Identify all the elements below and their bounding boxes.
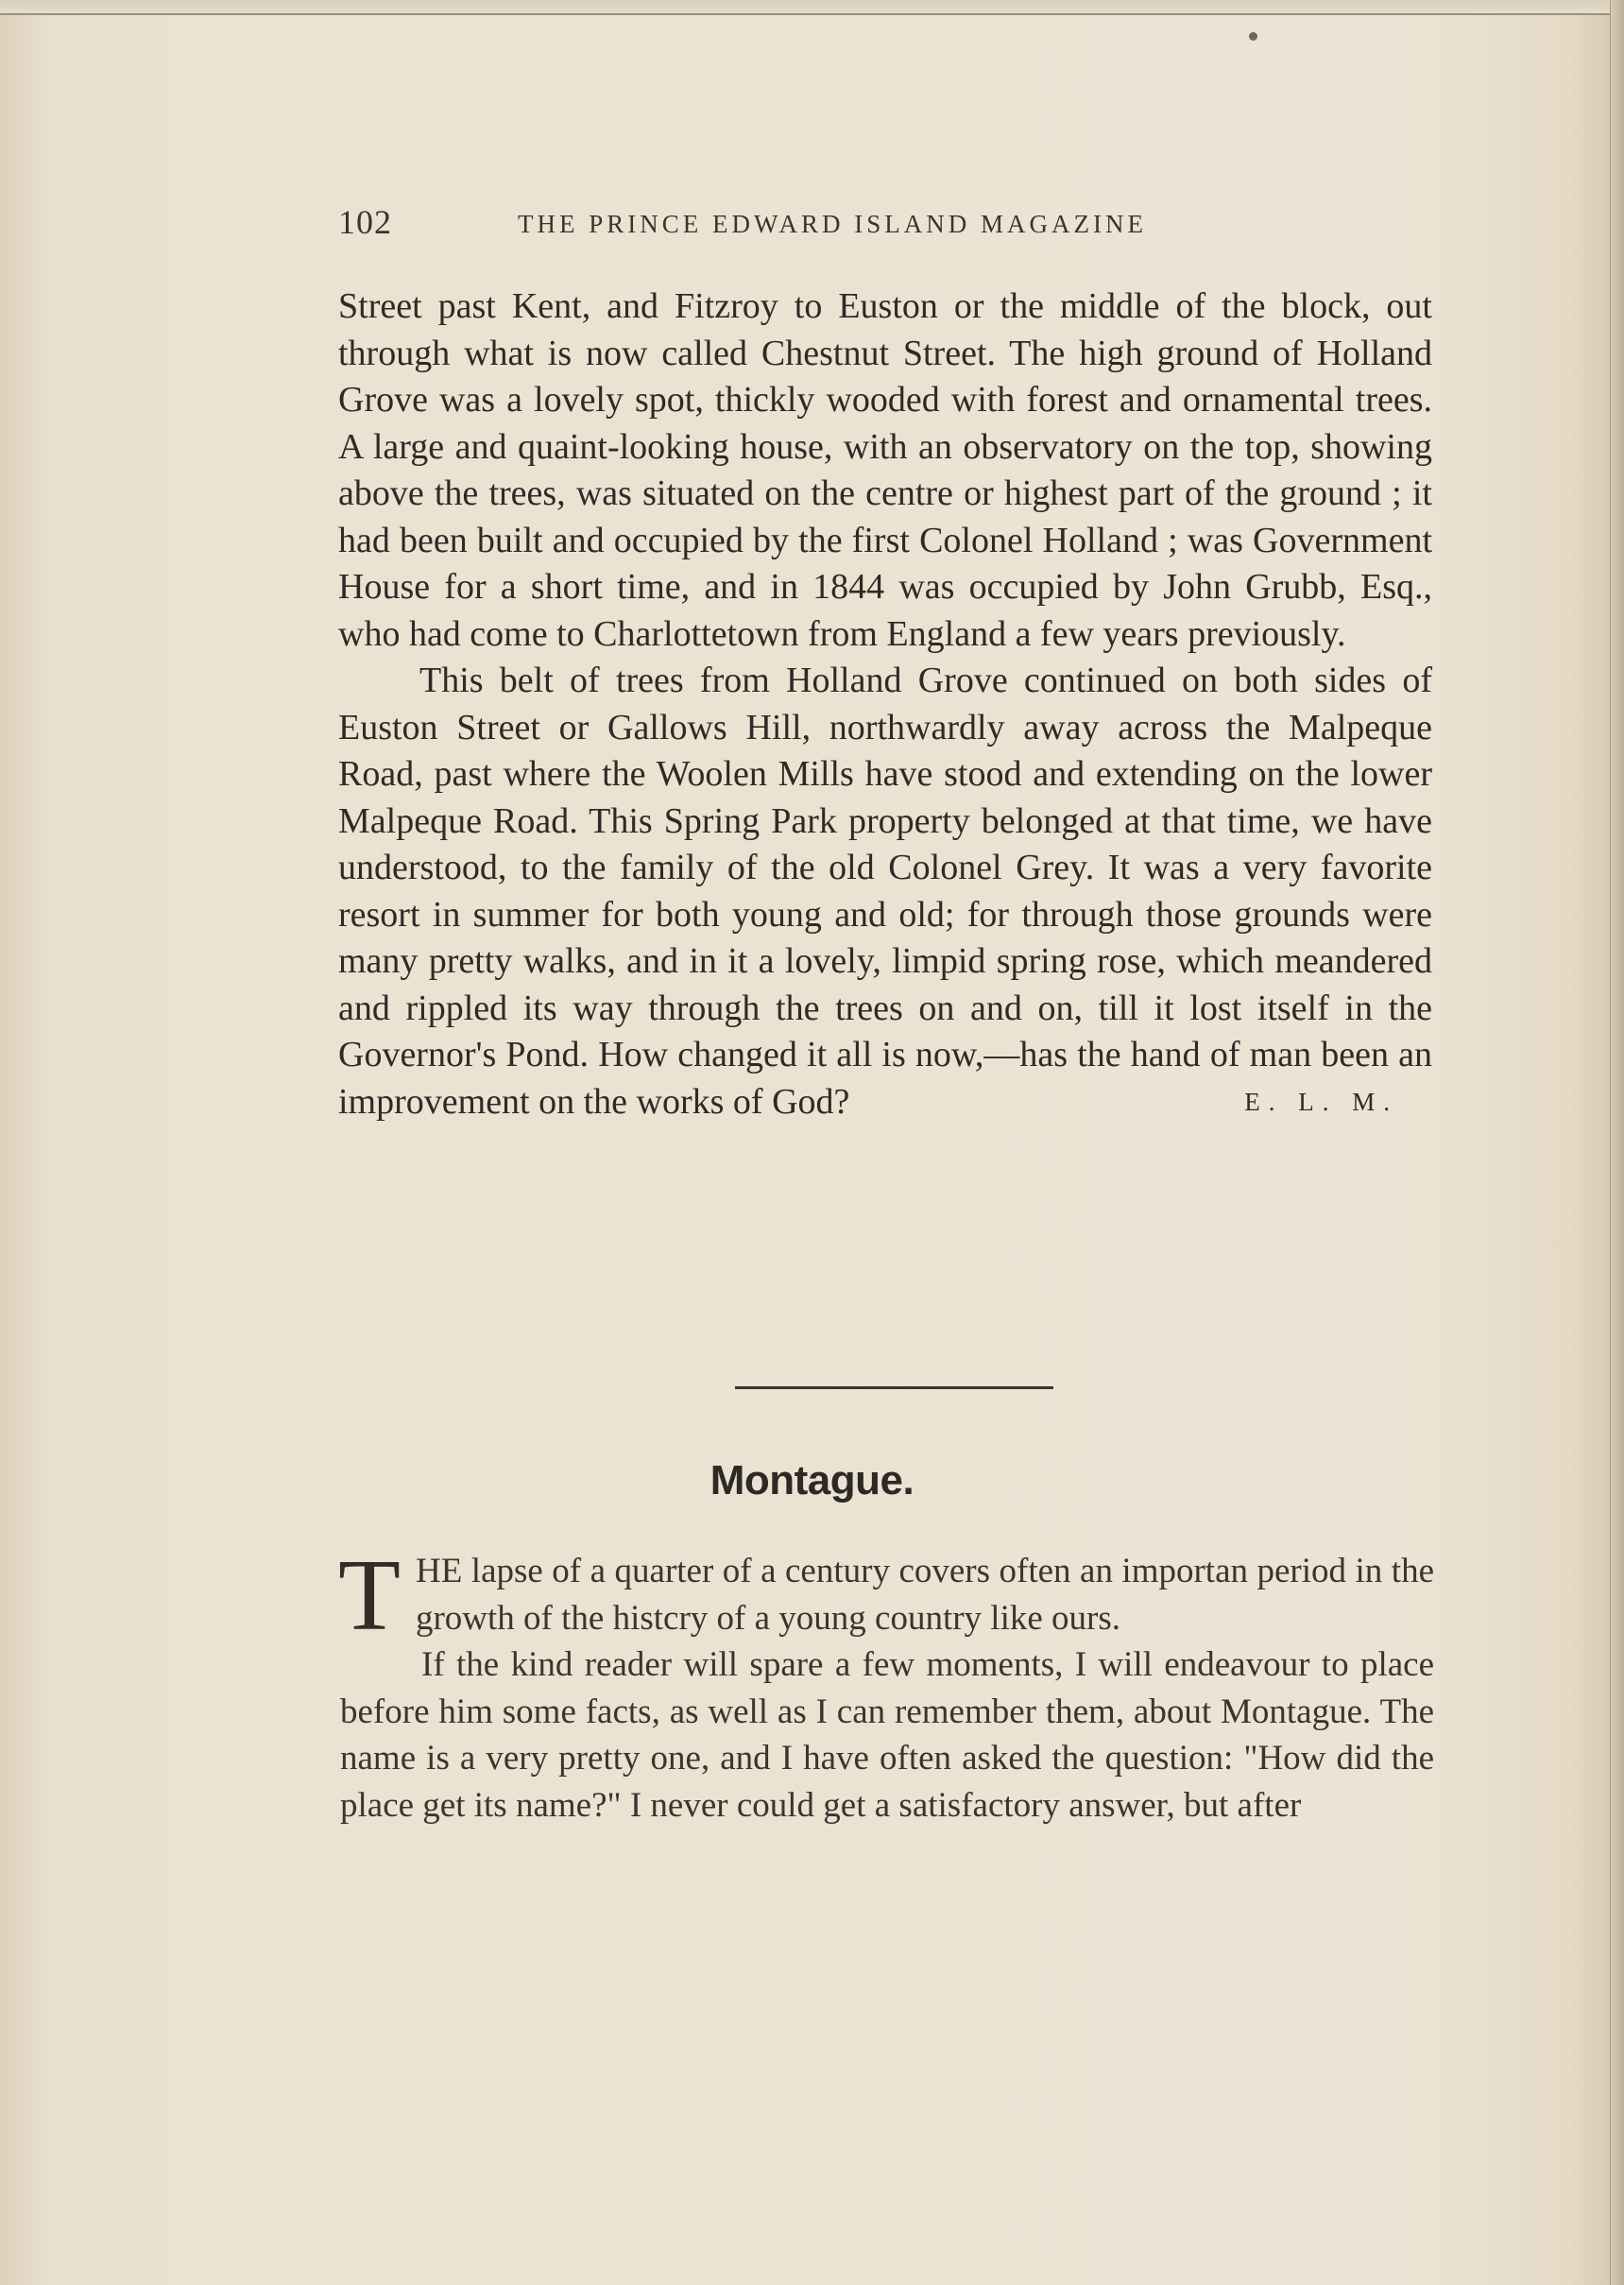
author-signature: E. L. M. (1244, 1087, 1398, 1116)
article-title: Montague. (709, 1457, 915, 1503)
page-number: 102 (338, 203, 392, 241)
article-one-paragraph-text: This belt of trees from Holland Grove continued on both sides of Euston Street or Gallows Hill, northwardly away across the Malpeque Road, past where the Woolen Mills have stood and extending on the lower Malpeque Road. This Spring Park property belonged at that time, we have understood, to the family of the old Colonel Grey. It was a very favorite resort in summer for both young and old; for through those grounds were many pretty walks, and in it a lovely, limpid spring rose, which meandered and rippled its way through the trees on and on, till it lost itself in the Governor's Pond. How changed it all is now,—has the hand of man been an improvement on the works of God? (338, 661, 1432, 1122)
article-one-paragraph: Street past Kent, and Fitzroy to Euston or the middle of the block, out through what is now called Chestnut Street. The high ground of Holland Grove was a lovely spot, thickly wooded with forest and ornamental trees. A large and quaint-looking house, with an observatory on the top, showing above the trees, was situated on the centre or highest part of the ground ; it had been built and occupied by the first Colonel Holland ; was Government House for a short time, and in 1844 was occupied by John Grubb, Esq., who had come to Charlottetown from England a few years previously. (338, 286, 1432, 654)
article-one-paragraph (338, 658, 1432, 1125)
ink-spot (1249, 32, 1257, 41)
page-right-edge (1610, 0, 1624, 2285)
article-two-opening-text: HE lapse of a quarter of a century covers often an importan period in the growth of the histcry of a young country like ours. (415, 1552, 1434, 1638)
running-head (338, 202, 1283, 249)
article-one-body (338, 283, 1432, 1125)
drop-cap-letter: T (338, 1539, 401, 1652)
page-top-edge (0, 0, 1624, 15)
article-two-body (338, 1539, 1434, 1829)
journal-title: THE PRINCE EDWARD ISLAND MAGAZINE (518, 210, 1147, 238)
section-divider (735, 1386, 1053, 1389)
article-two-paragraph: If the kind reader will spare a few moments, I will endeavour to place before him some facts, as well as I can remember them, about Montague. The name is a very pretty one, and I have often asked the question: "How did the place get its name?" I never could get a satisfactory answer, but after (340, 1645, 1434, 1825)
article-two-opening-paragraph (338, 1539, 1434, 1652)
